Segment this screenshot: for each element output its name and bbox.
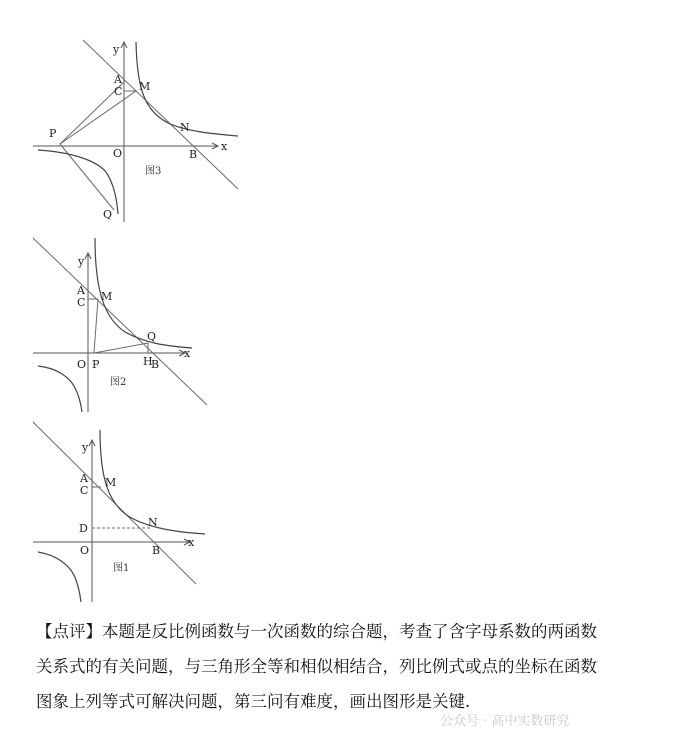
figure-2-label-q: Q	[147, 330, 157, 343]
figure-3-label-o: O	[113, 147, 123, 160]
figure-1-label-a: A	[80, 472, 88, 485]
figure-2-label-p: P	[92, 358, 100, 371]
figure-3-label-n: N	[180, 121, 190, 134]
figure-1-label-y: y	[82, 441, 89, 454]
figure-1	[0, 420, 690, 610]
figure-3-hyperbola-left	[38, 150, 118, 214]
figure-2-label-x: x	[184, 347, 191, 360]
figure-2-label-o: O	[77, 358, 87, 371]
figure-2-hyperbola-left	[38, 366, 82, 412]
figure-1-label-c: C	[80, 484, 89, 497]
figure-3-label-x: x	[221, 140, 228, 153]
figure-2-line-pq	[94, 343, 148, 353]
figure-1-label-b: B	[152, 544, 161, 557]
figure-3-label-q: Q	[103, 208, 113, 221]
figure-2-label-a: A	[77, 284, 85, 297]
figure-1-hyperbola-left	[38, 552, 81, 602]
figure-3	[0, 0, 690, 230]
comment-line-3: 图象上列等式可解决问题，第三问有难度，画出图形是关键.	[36, 692, 471, 711]
figure-2-caption: 图2	[110, 377, 127, 388]
figure-2-label-c: C	[77, 296, 86, 309]
figure-1-label-m: M	[105, 476, 117, 489]
figure-1-label-o: O	[80, 544, 90, 557]
figure-1-label-n: N	[148, 516, 158, 529]
figure-3-caption: 图3	[145, 166, 162, 177]
figure-1-label-d: D	[79, 522, 88, 535]
comment-line-2: 关系式的有关问题，与三角形全等和相似相结合，列比例式或点的坐标在函数	[36, 657, 597, 676]
figure-2-line-mp	[94, 299, 98, 353]
figure-3-label-m: M	[139, 80, 151, 93]
comment-paragraph	[36, 614, 666, 719]
comment-line-1: 【点评】本题是反比例函数与一次函数的综合题，考查了含字母系数的两函数	[36, 622, 597, 641]
figure-1-caption: 图1	[113, 563, 130, 574]
figure-3-label-b: B	[189, 148, 198, 161]
figure-3-label-p: P	[49, 127, 57, 140]
figure-3-line-pm	[60, 91, 136, 144]
figure-1-label-x: x	[188, 536, 195, 549]
watermark: 公众号 · 高中实数研究	[440, 714, 570, 729]
figure-2-label-b: B	[151, 358, 160, 371]
figure-3-label-a: A	[114, 73, 122, 86]
figure-2-label-m: M	[101, 290, 113, 303]
figure-3-label-y: y	[113, 43, 120, 56]
figure-2-label-y: y	[78, 255, 85, 268]
figure-2-label-h: H	[143, 355, 153, 368]
figure-3-label-c: C	[114, 85, 123, 98]
figure-2	[0, 230, 690, 420]
